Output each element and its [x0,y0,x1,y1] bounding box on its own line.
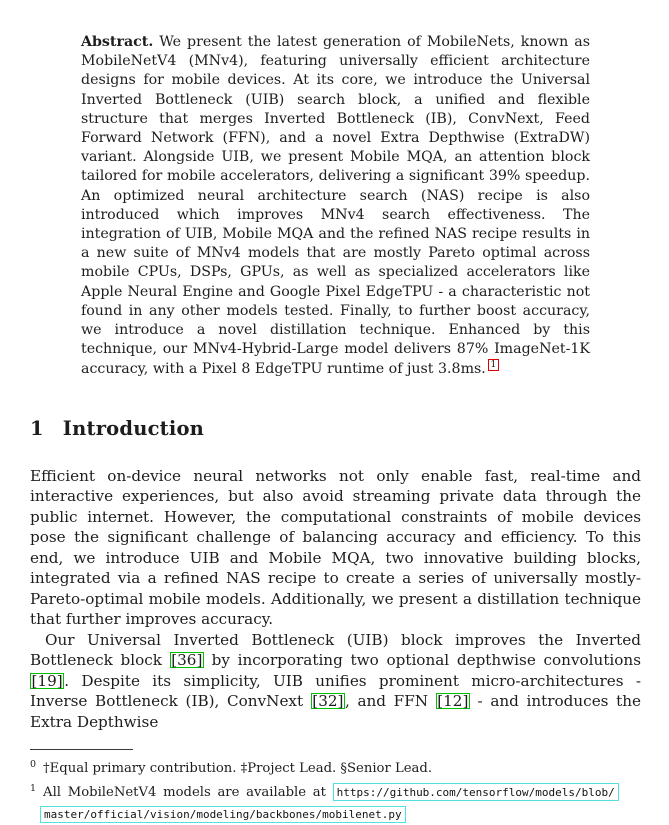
introduction-body [30,466,641,733]
section-number: 1 [30,416,44,440]
footnote-1-marker: 1 [30,782,37,794]
intro-paragraph-2 [30,630,641,733]
citation-link-32[interactable]: [32] [312,692,344,711]
repo-url-link-line1[interactable]: https://github.com/tensorflow/models/blob/ [333,783,619,801]
footnotes-block [30,749,641,825]
footnote-1 [30,779,641,803]
footnote-0 [30,755,641,779]
intro-p2-text: - and introduces the Extra Depthwise [30,692,642,731]
footnote-ref-link[interactable]: 1 [488,359,499,371]
footnote-1-continued [40,805,641,825]
abstract-label: Abstract. [81,34,154,50]
intro-p2-text: Our Universal Inverted Bottleneck (UIB) block improves the Inverted Bottleneck block [30,630,641,670]
citation-link-19[interactable]: [19] [31,671,63,690]
section-heading [30,417,641,440]
section-title: Introduction [62,416,205,440]
citation-link-12[interactable]: [12] [437,692,469,711]
footnote-0-text: †Equal primary contribution. ‡Project Lead. §Senior Lead. [43,761,433,777]
intro-p2-text: by incorporating two optional depthwise convolutions [203,651,641,670]
abstract-text: We present the latest generation of MobileNets, known as MobileNetV4 (MNv4), featuring universally efficient architecture designs for mobile devices. At its core, we introduce the Universal Inverted Bottleneck (UIB) search block, a unified and flexible structure that merges Inverted Bottleneck (IB), ConvNext, Feed Forward Network (FFN), and a novel Extra Depthwise (ExtraDW) variant. Alongside UIB, we present Mobile MQA, an attention block tailored for mobile accelerators, delivering a significant 39% speedup. An optimized neural architecture search (NAS) recipe is also introduced which improves MNv4 search effectiveness. The integration of UIB, Mobile MQA and the refined NAS recipe results in a new suite of MNv4 models that are mostly Pareto optimal across mobile CPUs, DSPs, GPUs, as well as specialized accelerators like Apple Neural Engine and Google Pixel EdgeTPU - a characteristic not found in any other models tested. Finally, to further boost accuracy, we introduce a novel distillation technique. Enhanced by this technique, our MNv4-Hybrid-Large model delivers 87% ImageNet-1K accuracy, with a Pixel 8 EdgeTPU runtime of just 3.8ms. [81,34,590,378]
citation-link-36[interactable]: [36] [171,651,203,670]
footnote-rule [30,749,133,750]
intro-p2-text: , and FFN [344,692,436,711]
intro-p2-text: . Despite its simplicity, UIB unifies prominent micro-architectures - Inverse Bottleneck (IB), ConvNext [30,671,641,711]
intro-paragraph-1: Efficient on-device neural networks not only enable fast, real-time and interactive experiences, but also avoid streaming private data through the public internet. However, the computational constraints of mobile devices pose the significant challenge of balancing accuracy and efficiency. To this end, we introduce UIB and Mobile MQA, two innovative building blocks, integrated via a refined NAS recipe to create a series of universally mostly-Pareto-optimal mobile models. Additionally, we present a distillation technique that further improves accuracy. [30,466,641,629]
footnote-1-text: All MobileNetV4 models are available at [43,784,333,800]
footnote-0-marker: 0 [30,759,37,771]
abstract-paragraph [81,33,590,380]
repo-url-link-line2[interactable]: master/official/vision/modeling/backbones/mobilenet.py [40,806,406,824]
